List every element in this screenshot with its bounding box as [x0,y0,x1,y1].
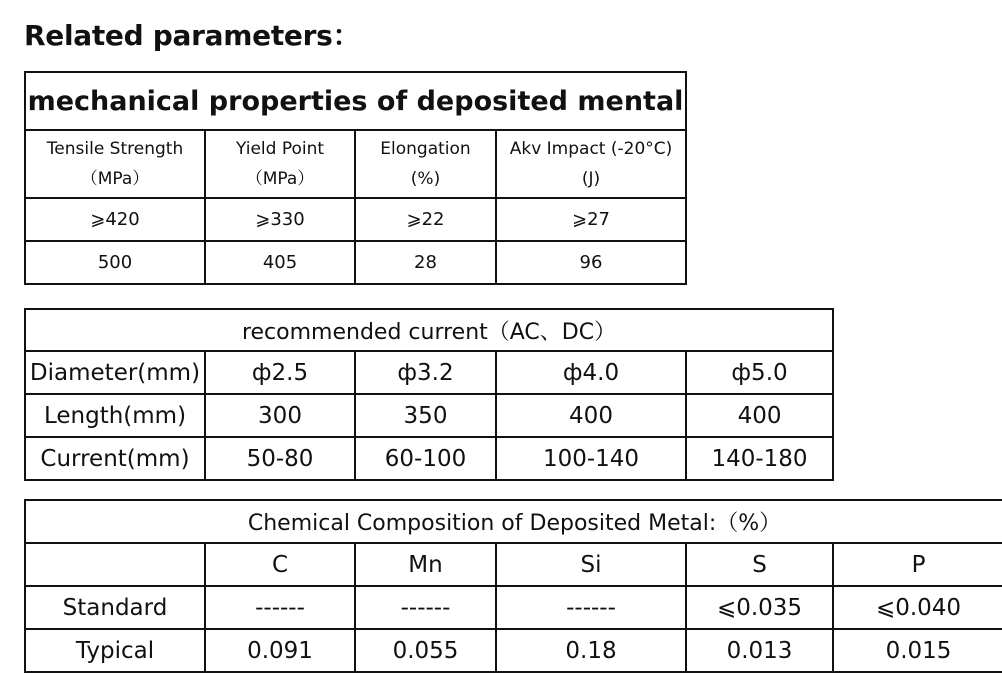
table-cell: 405 [205,241,355,284]
recommended-current-table [24,308,834,481]
table-cell: 140-180 [686,437,833,480]
table-cell: ------ [496,586,686,629]
table-cell: ф3.2 [355,351,496,394]
table-cell: ⩾330 [205,198,355,241]
table-cell: 96 [496,241,686,284]
table-cell: 0.015 [833,629,1002,672]
table-cell: 400 [686,394,833,437]
table-cell: 300 [205,394,355,437]
table-cell: 0.091 [205,629,355,672]
table-row [25,351,833,394]
column-header-mn: Mn [355,543,496,586]
table-cell: 0.055 [355,629,496,672]
row-label-current: Current(mm) [25,437,205,480]
table-row [25,394,833,437]
header-akv-impact: Akv Impact (-20°C) (J) [496,130,686,198]
table-cell: 60-100 [355,437,496,480]
page-heading: Related parameters： [24,19,361,52]
table-cell: 0.013 [686,629,833,672]
chemical-composition-table [24,499,1002,673]
table-cell: ⩽0.040 [833,586,1002,629]
chemical-table-title: Chemical Composition of Deposited Metal:（%） [25,500,1002,543]
table-cell: 50-80 [205,437,355,480]
table-row [25,437,833,480]
row-label-length: Length(mm) [25,394,205,437]
column-header-s: S [686,543,833,586]
table-row [25,543,1002,586]
table-cell: ⩾27 [496,198,686,241]
mechanical-table-title: mechanical properties of deposited mental [25,72,686,130]
table-cell: 350 [355,394,496,437]
table-row [25,629,1002,672]
table-cell: ------ [355,586,496,629]
header-yield-point: Yield Point （MPa） [205,130,355,198]
table-cell: 500 [25,241,205,284]
table-cell: ф5.0 [686,351,833,394]
table-cell: ⩾22 [355,198,496,241]
table-cell: ф2.5 [205,351,355,394]
table-row [25,241,686,284]
table-cell: ⩽0.035 [686,586,833,629]
table-cell: 400 [496,394,686,437]
row-label-diameter: Diameter(mm) [25,351,205,394]
table-cell: 100-140 [496,437,686,480]
current-table-title: recommended current（AC、DC） [25,309,833,351]
table-cell: 28 [355,241,496,284]
table-cell: ⩾420 [25,198,205,241]
mechanical-properties-table [24,71,687,285]
table-cell [25,543,205,586]
table-row [25,586,1002,629]
column-header-si: Si [496,543,686,586]
table-row [25,198,686,241]
row-label-standard: Standard [25,586,205,629]
table-cell: 0.18 [496,629,686,672]
row-label-typical: Typical [25,629,205,672]
table-cell: ------ [205,586,355,629]
table-cell: ф4.0 [496,351,686,394]
header-elongation: Elongation (%) [355,130,496,198]
header-tensile-strength: Tensile Strength （MPa） [25,130,205,198]
column-header-p: P [833,543,1002,586]
column-header-c: C [205,543,355,586]
